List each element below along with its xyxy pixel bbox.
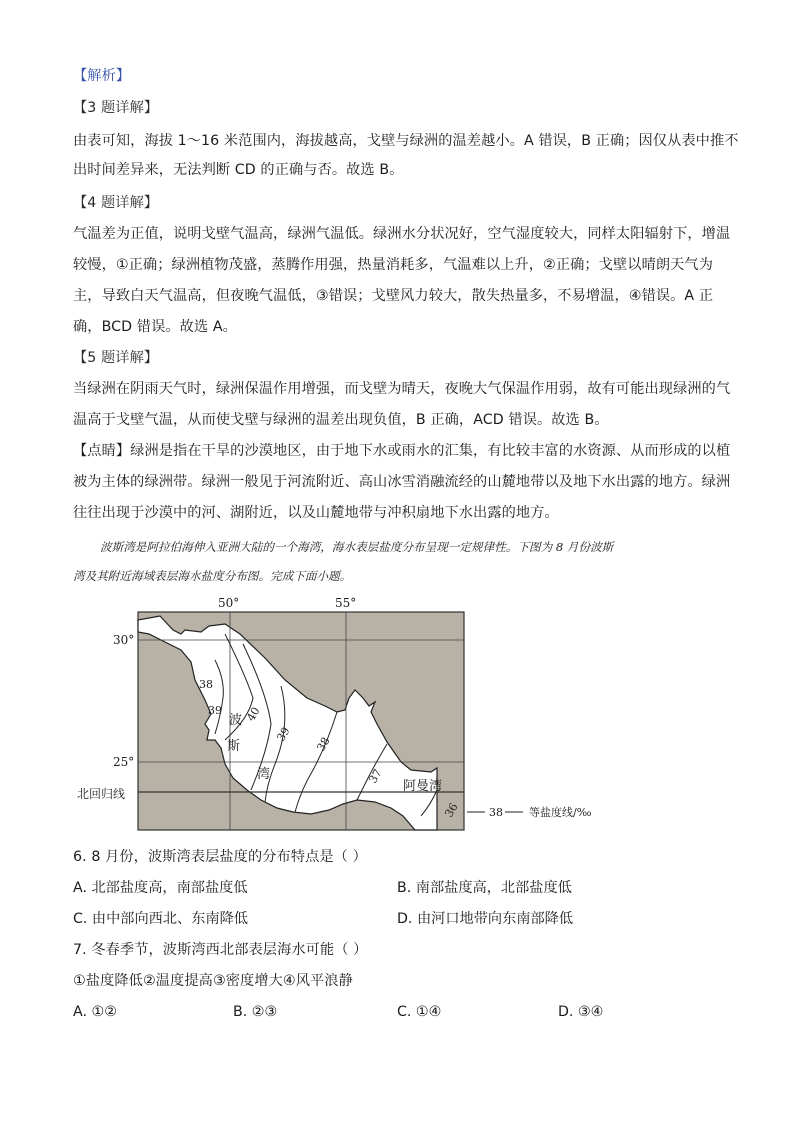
q6-option-d[interactable]: D. 由河口地带向东南部降低: [397, 911, 574, 927]
tip-text-line: 往往出现于沙漠中的河、湖附近，以及山麓地带与冲积扇地下水出露的地方。: [73, 505, 559, 521]
place-label: 斯: [227, 739, 241, 754]
legend-text: 等盐度线/‰: [529, 806, 592, 819]
q6-option-b[interactable]: B. 南部盐度高，北部盐度低: [397, 880, 572, 896]
q4-text-line: 气温差为正值，说明戈壁气温高，绿洲气温低。绿洲水分状况好，空气湿度较大，同样太阳辐射下，增温: [73, 226, 731, 242]
isoline-value: 38: [314, 734, 333, 754]
analysis-label: 【解析】: [73, 68, 131, 84]
q7-option-b[interactable]: B. ②③: [233, 1004, 278, 1020]
q7-choices: ①盐度降低②温度提高③密度增大④风平浪静: [73, 973, 353, 989]
lat-label: 25°: [113, 755, 135, 769]
q7-stem: 7. 冬春季节，波斯湾西北部表层海水可能（ ）: [73, 942, 368, 958]
q4-text-line: 确，BCD 错误。故选 A。: [73, 319, 237, 335]
place-label: 波: [229, 713, 243, 728]
q4-text-line: 主，导致白天气温高，但夜晚气温低，③错误；戈壁风力较大，散失热量多，不易增温，④错误。A 正: [73, 288, 714, 304]
tip-text-line: 【点睛】绿洲是指在干旱的沙漠地区，由于地下水或雨水的汇集，有比较丰富的水资源、从而形成的以植: [73, 443, 731, 459]
q3-heading: 【3 题详解】: [73, 100, 159, 116]
tip-text-line: 被为主体的绿洲带。绿洲一般见于河流附近、高山冰雪消融流经的山麓地带以及地下水出露的地方。绿洲: [73, 474, 731, 490]
isoline-value: 39: [274, 724, 293, 744]
q3-text-line: 由表可知，海拔 1～16 米范围内，海拔越高，戈壁与绿洲的温差越小。A 错误，B 正确；因仅从表中推不: [73, 133, 739, 149]
q6-option-c[interactable]: C. 由中部向西北、东南降低: [73, 911, 248, 927]
q6-stem: 6. 8 月份，波斯湾表层盐度的分布特点是（ ）: [73, 849, 367, 865]
legend-value: 38: [489, 806, 503, 819]
tropic-label: 北回归线: [77, 787, 126, 801]
q3-text-line: 出时间差异来，无法判断 CD 的正确与否。故选 B。: [73, 162, 404, 178]
isoline-value: 37: [366, 766, 385, 786]
q5-heading: 【5 题详解】: [73, 350, 159, 366]
q5-text-line: 温高于戈壁气温，从而使戈壁与绿洲的温差出现负值，B 正确，ACD 错误。故选 B。: [73, 412, 609, 428]
isoline-value: 39: [208, 704, 222, 717]
lon-label: 55°: [335, 596, 357, 610]
q7-option-d[interactable]: D. ③④: [558, 1004, 604, 1020]
lat-label: 30°: [113, 633, 135, 647]
intro-line: 波斯湾是阿拉伯海伸入亚洲大陆的一个海湾，海水表层盐度分布呈现一定规律性。下图为 8 月份波斯: [100, 540, 614, 554]
q5-text-line: 当绿洲在阴雨天气时，绿洲保温作用增强，而戈壁为晴天，夜晚大气保温作用弱，故有可能出现绿洲的气: [73, 381, 731, 397]
isoline-value: 38: [199, 678, 213, 691]
q4-text-line: 较慢，①正确；绿洲植物茂盛，蒸腾作用强，热量消耗多，气温难以上升，②正确；戈壁以晴朗天气为: [73, 257, 714, 273]
q4-heading: 【4 题详解】: [73, 195, 159, 211]
salinity-map: [75, 594, 615, 834]
place-label: 阿曼湾: [403, 779, 443, 794]
q7-option-a[interactable]: A. ①②: [73, 1004, 117, 1020]
intro-line: 湾及其附近海域表层海水盐度分布图。完成下面小题。: [73, 569, 352, 583]
isoline-value: 36: [442, 800, 461, 820]
isoline-value: 40: [244, 704, 263, 724]
q6-option-a[interactable]: A. 北部盐度高，南部盐度低: [73, 880, 248, 896]
q7-option-c[interactable]: C. ①④: [397, 1004, 442, 1020]
place-label: 湾: [257, 767, 271, 782]
lon-label: 50°: [218, 596, 240, 610]
